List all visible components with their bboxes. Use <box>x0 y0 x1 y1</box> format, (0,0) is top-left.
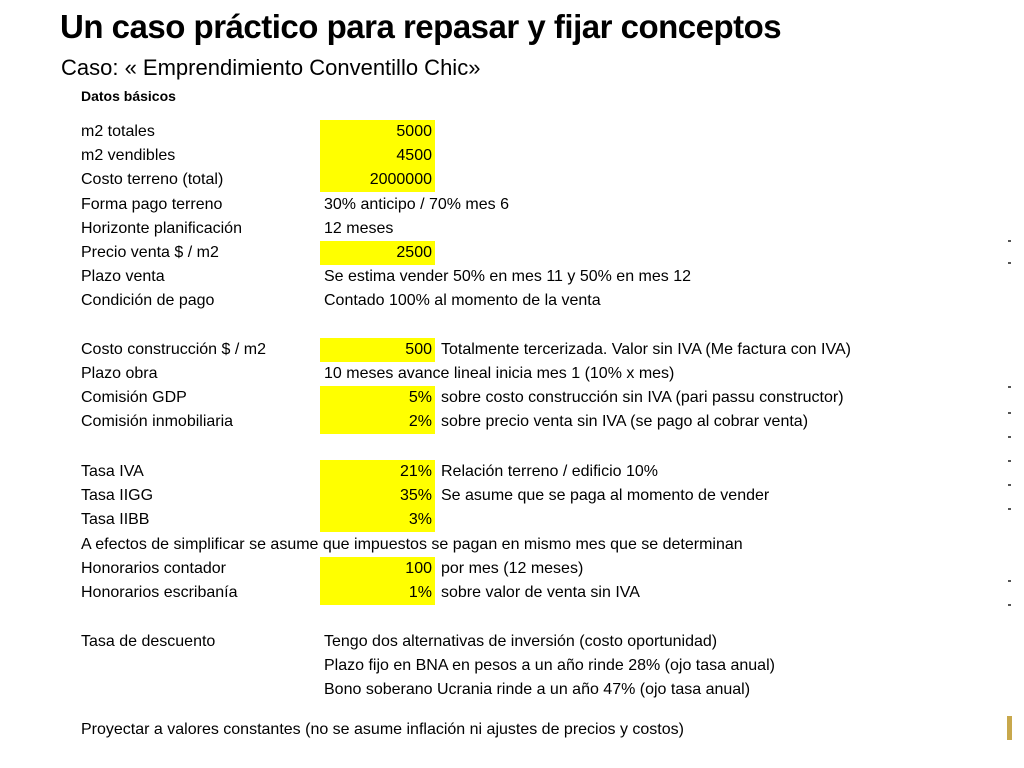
row-label: Precio venta $ / m2 <box>81 244 219 261</box>
row-label: Tasa IVA <box>81 463 144 480</box>
row-note: sobre precio venta sin IVA (se pago al cobrar venta) <box>441 413 809 430</box>
cell-value: 2% <box>408 413 432 430</box>
header-label: Datos básicos <box>81 88 176 104</box>
cell-value: 100 <box>405 560 432 577</box>
input-cell <box>320 120 435 144</box>
edge-mark <box>1008 484 1011 486</box>
edge-mark <box>1008 386 1011 388</box>
row-text: A efectos de simplificar se asume que impuestos se pagan en mismo mes que se determinan <box>81 536 743 553</box>
input-cell <box>320 144 435 168</box>
input-cell <box>320 168 435 192</box>
cell-value: 500 <box>405 341 432 358</box>
row-tasa-iibb <box>68 508 1011 532</box>
edge-marker <box>1007 716 1012 740</box>
cell-value: 4500 <box>396 147 432 164</box>
cell-value: 1% <box>408 584 432 601</box>
input-cell <box>320 410 435 434</box>
row-tasa-descuento <box>68 630 1011 654</box>
row-plazo-fijo <box>68 654 1011 678</box>
row-condicion-pago <box>68 289 1011 313</box>
cell-value: 2000000 <box>369 171 432 188</box>
input-cell <box>320 241 435 265</box>
input-cell <box>320 386 435 410</box>
row-comision-inmobiliaria <box>68 410 1011 434</box>
input-cell <box>320 338 435 362</box>
row-m2-totales <box>68 120 1011 144</box>
row-label: Comisión GDP <box>81 389 187 406</box>
row-text: Se estima vender 50% en mes 11 y 50% en mes 12 <box>324 268 692 285</box>
row-simplificar <box>68 533 1011 557</box>
row-text: Proyectar a valores constantes (no se asume inflación ni ajustes de precios y costos) <box>81 721 684 738</box>
row-label: Honorarios escribanía <box>81 584 238 601</box>
row-label: Comisión inmobiliaria <box>81 413 234 430</box>
row-costo-construccion <box>68 338 1011 362</box>
row-label: Condición de pago <box>81 292 215 309</box>
slide-title: Un caso práctico para repasar y fijar conceptos <box>60 8 782 45</box>
row-label: Costo construcción $ / m2 <box>81 341 266 358</box>
row-text: 10 meses avance lineal inicia mes 1 (10% x mes) <box>324 365 675 382</box>
row-note: sobre costo construcción sin IVA (pari passu constructor) <box>441 389 844 406</box>
cell-value: 5000 <box>396 123 432 140</box>
row-label: Costo terreno (total) <box>81 171 224 188</box>
row-text: 30% anticipo / 70% mes 6 <box>324 196 509 213</box>
row-text: Plazo fijo en BNA en pesos a un año rinde 28% (ojo tasa anual) <box>324 657 775 674</box>
row-precio-venta <box>68 241 1011 265</box>
row-note: sobre valor de venta sin IVA <box>441 584 640 601</box>
row-label: Horizonte planificación <box>81 220 242 237</box>
row-label: m2 vendibles <box>81 147 176 164</box>
row-note: Totalmente tercerizada. Valor sin IVA (Me factura con IVA) <box>441 341 851 358</box>
edge-mark <box>1008 412 1011 414</box>
cell-value: 2500 <box>396 244 432 261</box>
row-label: m2 totales <box>81 123 155 140</box>
row-proyectar <box>68 718 1011 742</box>
row-label: Plazo obra <box>81 365 158 382</box>
row-m2-vendibles <box>68 144 1011 168</box>
row-text: 12 meses <box>324 220 394 237</box>
edge-mark <box>1008 436 1011 438</box>
row-costo-terreno <box>68 168 1011 192</box>
edge-mark <box>1008 460 1011 462</box>
edge-mark <box>1008 604 1011 606</box>
input-cell <box>320 581 435 605</box>
row-note: Relación terreno / edificio 10% <box>441 463 659 480</box>
row-plazo-obra <box>68 362 1011 386</box>
row-horizonte <box>68 217 1011 241</box>
row-bono <box>68 678 1011 702</box>
cell-value: 35% <box>399 487 432 504</box>
row-text: Tengo dos alternativas de inversión (costo oportunidad) <box>324 633 718 650</box>
row-label: Tasa IIBB <box>81 511 150 528</box>
row-honorarios-escribania <box>68 581 1011 605</box>
row-label: Plazo venta <box>81 268 165 285</box>
row-label: Forma pago terreno <box>81 196 223 213</box>
row-label: Tasa de descuento <box>81 633 216 650</box>
edge-mark <box>1008 262 1011 264</box>
input-cell <box>320 508 435 532</box>
spreadsheet <box>68 84 1011 768</box>
cell-value: 21% <box>399 463 432 480</box>
row-note: Se asume que se paga al momento de vender <box>441 487 770 504</box>
slide-subtitle: Caso: « Emprendimiento Conventillo Chic» <box>61 55 481 80</box>
row-label: Honorarios contador <box>81 560 226 577</box>
row-plazo-venta <box>68 265 1011 289</box>
edge-mark <box>1008 580 1011 582</box>
row-note: por mes (12 meses) <box>441 560 584 577</box>
row-text: Bono soberano Ucrania rinde a un año 47% (ojo tasa anual) <box>324 681 751 698</box>
row-tasa-iva <box>68 460 1011 484</box>
cell-value: 3% <box>408 511 432 528</box>
edge-mark <box>1008 240 1011 242</box>
row-forma-pago <box>68 193 1011 217</box>
header-row <box>68 84 1011 108</box>
row-label: Tasa IIGG <box>81 487 154 504</box>
input-cell <box>320 557 435 581</box>
cell-value: 5% <box>408 389 432 406</box>
input-cell <box>320 484 435 508</box>
row-text: Contado 100% al momento de la venta <box>324 292 601 309</box>
row-comision-gdp <box>68 386 1011 410</box>
row-tasa-iigg <box>68 484 1011 508</box>
row-honorarios-contador <box>68 557 1011 581</box>
edge-mark <box>1008 508 1011 510</box>
input-cell <box>320 460 435 484</box>
